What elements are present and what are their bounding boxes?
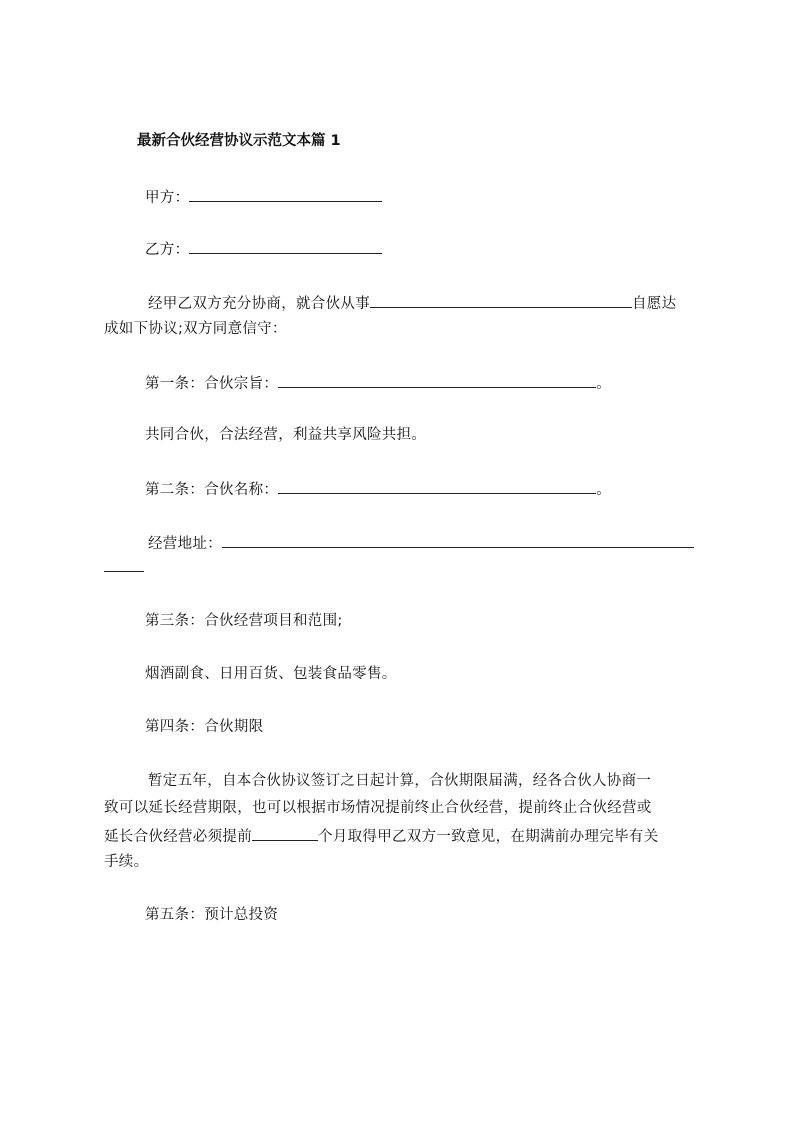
intro-line-1 — [148, 292, 676, 314]
business-blank — [370, 292, 632, 308]
article-2-end: 。 — [596, 482, 612, 498]
address-label: 经营地址： — [148, 536, 222, 552]
article-4-para-line-4: 手续。 — [104, 854, 149, 870]
intro-text-a: 经甲乙双方充分协商，就合伙从事 — [148, 296, 370, 312]
party-b-line — [145, 238, 382, 260]
article-4-label: 第四条：合伙期限 — [145, 719, 264, 735]
article-2-label: 第二条：合伙名称： — [145, 482, 279, 498]
article-4-para-line-1: 暂定五年，自本合伙协议签订之日起计算，合伙期限届满，经各合伙人协商一 — [148, 773, 652, 789]
article-2-line — [145, 478, 611, 500]
address-blank-continued — [104, 556, 144, 572]
months-blank — [252, 825, 318, 841]
intro-text-b: 自愿达 — [632, 296, 677, 312]
article-3-label: 第三条：合伙经营项目和范围; — [145, 613, 343, 629]
article-1-end: 。 — [596, 376, 612, 392]
article-1-label: 第一条：合伙宗旨： — [145, 376, 279, 392]
address-blank — [222, 532, 694, 548]
document-title: 最新合伙经营协议示范文本篇 1 — [137, 133, 341, 149]
article-4-para-text-a: 延长合伙经营必须提前 — [104, 829, 252, 845]
article-3-text: 烟酒副食、日用百货、包装食品零售。 — [145, 666, 397, 682]
party-a-line — [145, 186, 382, 208]
article-1-text: 共同合伙，合法经营，利益共享风险共担。 — [145, 427, 427, 443]
party-a-blank — [189, 186, 382, 202]
article-4-para-line-3 — [104, 825, 658, 847]
party-a-label: 甲方： — [145, 190, 190, 206]
name-blank — [278, 478, 596, 494]
article-5-label: 第五条：预计总投资 — [145, 907, 279, 923]
article-4-para-text-b: 个月取得甲乙双方一致意见，在期满前办理完毕有关 — [318, 829, 659, 845]
intro-line-2: 成如下协议;双方同意信守： — [104, 321, 287, 337]
address-line — [148, 532, 694, 554]
purpose-blank — [278, 372, 596, 388]
party-b-label: 乙方： — [145, 242, 190, 258]
address-line-continued — [104, 556, 144, 578]
party-b-blank — [189, 238, 382, 254]
article-1-line — [145, 372, 611, 394]
article-4-para-line-2: 致可以延长经营期限，也可以根据市场情况提前终止合伙经营，提前终止合伙经营或 — [104, 800, 652, 816]
